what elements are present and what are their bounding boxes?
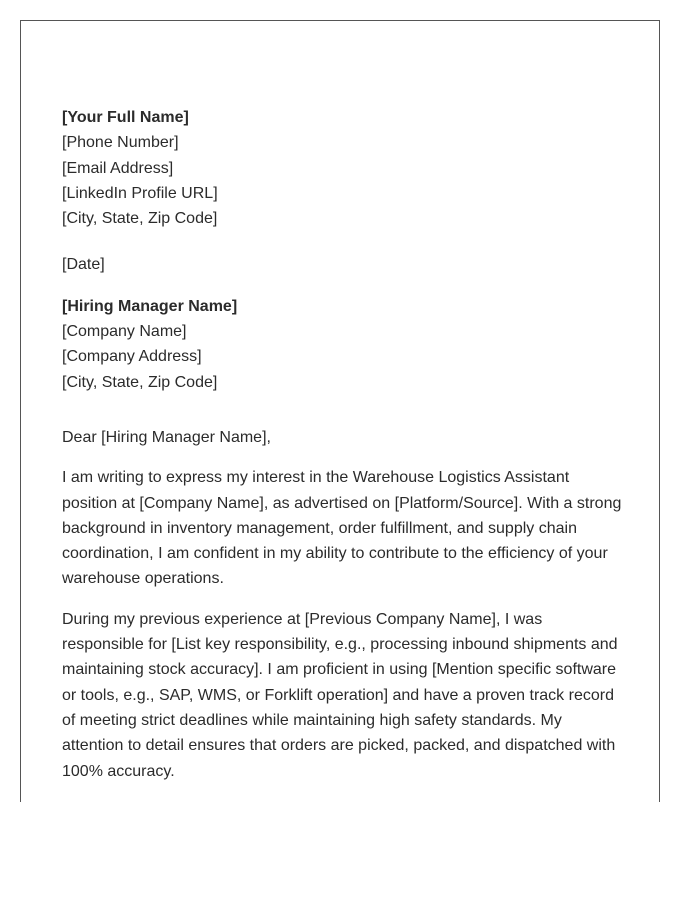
sender-city-state-zip: [City, State, Zip Code] xyxy=(62,210,218,228)
letter-page xyxy=(20,20,660,802)
sender-email: [Email Address] xyxy=(62,159,174,177)
recipient-company: [Company Name] xyxy=(62,323,187,341)
paragraph-line: During my previous experience at [Previous Company Name], I was xyxy=(62,610,543,628)
sender-block xyxy=(62,105,627,231)
paragraph-line: warehouse operations. xyxy=(62,570,224,588)
salutation-text: Dear [Hiring Manager Name], xyxy=(62,428,271,446)
paragraph-line: 100% accuracy. xyxy=(62,762,175,780)
salutation xyxy=(62,425,627,450)
paragraph-line: attention to detail ensures that orders are picked, packed, and dispatched with xyxy=(62,737,616,755)
paragraph-line: coordination, I am confident in my ability to contribute to the efficiency of your xyxy=(62,545,608,563)
paragraph-line: of meeting strict deadlines while maintaining high safety standards. My xyxy=(62,711,562,729)
recipient-block xyxy=(62,294,627,395)
recipient-name: [Hiring Manager Name] xyxy=(62,297,238,315)
recipient-address: [Company Address] xyxy=(62,348,202,366)
date-block xyxy=(62,252,627,277)
paragraph-line: position at [Company Name], as advertised on [Platform/Source]. With a strong xyxy=(62,494,622,512)
paragraph-line: or tools, e.g., SAP, WMS, or Forklift operation] and have a proven track record xyxy=(62,686,614,704)
paragraph-line: maintaining stock accuracy]. I am proficient in using [Mention specific software xyxy=(62,661,617,679)
letter-content xyxy=(62,105,627,784)
sender-name: [Your Full Name] xyxy=(62,109,189,126)
recipient-city-state-zip: [City, State, Zip Code] xyxy=(62,373,218,391)
paragraph-line: background in inventory management, order fulfillment, and supply chain xyxy=(62,519,577,537)
sender-phone: [Phone Number] xyxy=(62,134,179,152)
body-paragraph-2 xyxy=(62,607,627,784)
paragraph-line: responsible for [List key responsibility, e.g., processing inbound shipments and xyxy=(62,636,618,654)
letter-date: [Date] xyxy=(62,256,105,274)
sender-linkedin: [LinkedIn Profile URL] xyxy=(62,184,218,202)
body-paragraph-1 xyxy=(62,465,627,591)
paragraph-line: I am writing to express my interest in the Warehouse Logistics Assistant xyxy=(62,469,570,487)
